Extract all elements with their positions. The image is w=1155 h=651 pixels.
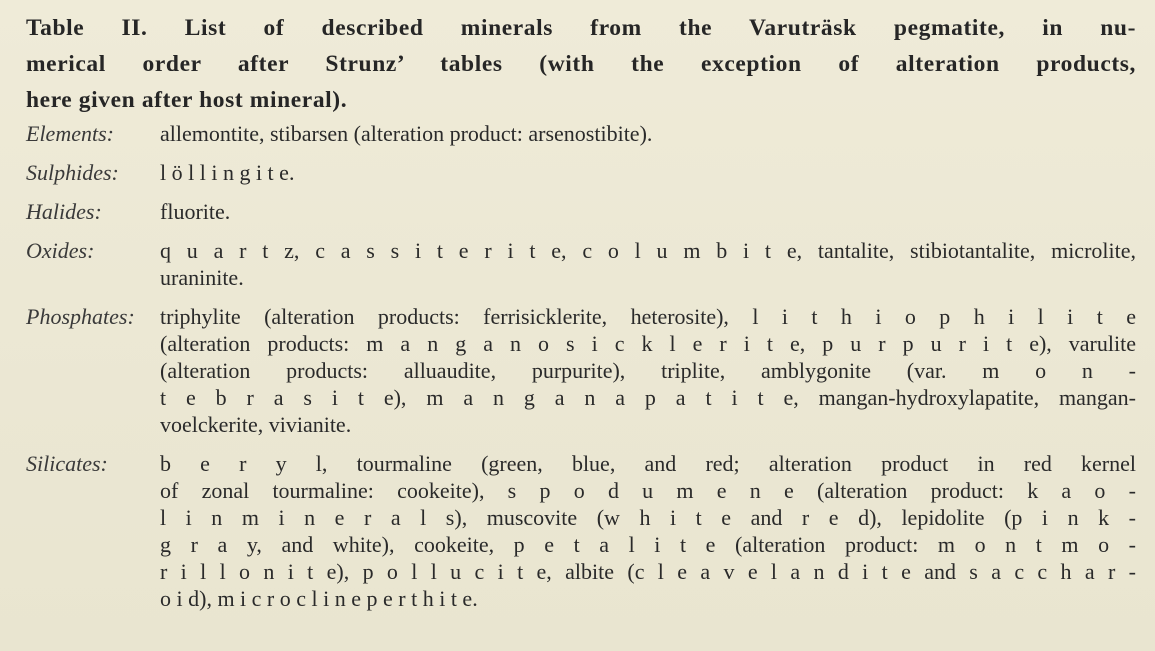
entry-line: (alteration products: alluaudite, purpurite), triplite, amblygonite (var. m o n - xyxy=(160,358,1136,383)
title-line: merical order after Strunz’ tables (with the exception of alteration products, xyxy=(26,51,1136,77)
entry-line: voelckerite, vivianite. xyxy=(160,412,352,437)
entry-line: uraninite. xyxy=(160,265,244,290)
entry-line: fluorite. xyxy=(160,199,231,224)
entry-text xyxy=(160,159,1136,186)
entry-text xyxy=(160,120,1136,147)
title-line: here given after host mineral). xyxy=(26,87,348,113)
entry-line: g r a y, and white), cookeite, p e t a l i t e (alteration product: m o n t m o - xyxy=(160,532,1136,557)
entry-label: Silicates: xyxy=(26,451,108,476)
entry-line: o i d), m i c r o c l i n e p e r t h i t e. xyxy=(160,586,478,611)
entry-elements xyxy=(26,120,1136,147)
entry-oxides xyxy=(26,237,1136,291)
entry-silicates xyxy=(26,450,1136,612)
entry-phosphates xyxy=(26,303,1136,438)
entry-label: Phosphates: xyxy=(26,304,135,329)
entry-line: allemontite, stibarsen (alteration product: arsenostibite). xyxy=(160,121,653,146)
entry-text xyxy=(160,237,1136,291)
entry-text xyxy=(160,450,1136,612)
entry-line: l ö l l i n g i t e. xyxy=(160,160,295,185)
entry-line: b e r y l, tourmaline (green, blue, and red; alteration product in red kernel xyxy=(160,451,1136,476)
entry-sulphides xyxy=(26,159,1136,186)
title-line: Table II. List of described minerals from the Varuträsk pegmatite, in nu- xyxy=(26,15,1136,41)
entry-line: t e b r a s i t e), m a n g a n a p a t i t e, mangan-hydroxylapatite, mangan- xyxy=(160,385,1136,410)
mineral-list xyxy=(26,120,1136,624)
entry-line: triphylite (alteration products: ferrisicklerite, heterosite), l i t h i o p h i l i t e xyxy=(160,304,1136,329)
entry-halides xyxy=(26,198,1136,225)
entry-label: Halides: xyxy=(26,199,102,224)
entry-label: Sulphides: xyxy=(26,160,119,185)
entry-line: l i n m i n e r a l s), muscovite (w h i t e and r e d), lepidolite (p i n k - xyxy=(160,505,1136,530)
entry-line: q u a r t z, c a s s i t e r i t e, c o l u m b i t e, tantalite, stibiotantalite, microlite, xyxy=(160,238,1136,263)
entry-label: Oxides: xyxy=(26,238,95,263)
entry-text xyxy=(160,198,1136,225)
entry-line: of zonal tourmaline: cookeite), s p o d u m e n e (alteration product: k a o - xyxy=(160,478,1136,503)
entry-label: Elements: xyxy=(26,121,114,146)
entry-line: (alteration products: m a n g a n o s i c k l e r i t e, p u r p u r i t e), varulite xyxy=(160,331,1136,356)
table-title xyxy=(26,10,1136,118)
entry-text xyxy=(160,303,1136,438)
entry-line: r i l l o n i t e), p o l l u c i t e, albite (c l e a v e l a n d i t e and s a c c h a r - xyxy=(160,559,1136,584)
